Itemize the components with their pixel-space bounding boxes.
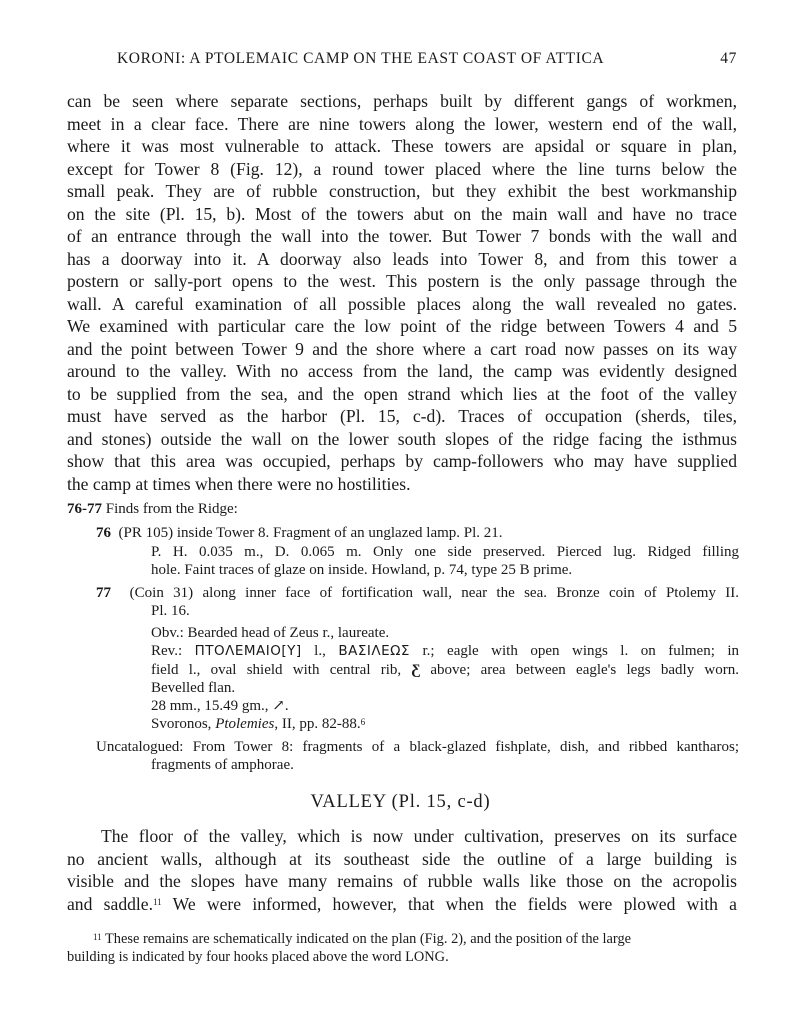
text-line: small peak. They are of rubble construction, but they exhibit the best workmanship — [67, 181, 737, 201]
footnote-text: building is indicated by four hooks placed above the word LONG. — [67, 949, 449, 965]
text-line: of an entrance through the wall into the tower. But Tower 7 bonds with the wall and — [67, 226, 737, 246]
footnote — [67, 930, 739, 966]
entry-plate: Pl. 16. — [151, 603, 190, 620]
page-number: 47 — [720, 50, 737, 67]
entry-77-description — [151, 624, 739, 734]
coin-legend: ΒΑΣΙΛΕΩΣ — [338, 643, 410, 660]
catalogue-group-title: Finds from the Ridge: — [105, 501, 238, 517]
catalogue-entry-77 — [96, 584, 739, 621]
body-paragraph — [67, 90, 737, 495]
catalogue-group-number: 76-77 — [67, 501, 102, 517]
section-heading: VALLEY (Pl. 15, c-d) — [310, 792, 491, 812]
text-line: around to the valley. With no access from the land, the camp was evidently designed — [67, 361, 737, 381]
text-line: visible and the slopes have many remains of rubble walls like those on the acropolis — [67, 871, 737, 891]
footnote-marker: 11 — [153, 896, 162, 907]
text-line: postern or sally-port opens to the west. This postern is the only passage through the — [67, 271, 737, 291]
footnote-number: 11 — [93, 932, 102, 942]
text-line: except for Tower 8 (Fig. 12), a round tower placed where the line turns below the — [67, 158, 737, 179]
text-line: where it was most vulnerable to attack. These towers are apsidal or square in plan, — [67, 136, 737, 156]
text-line: meet in a clear face. There are nine towers along the lower, western end of the wall, — [67, 113, 737, 134]
weight-line: 28 mm., 15.49 gm., ↗. — [151, 698, 289, 715]
entry-provenance: (Coin 31) along inner face of fortification wall, near the sea. Bronze coin of Ptolemy II. — [129, 585, 740, 601]
text-line: on the site (Pl. 15, b). Most of the towers abut on the main wall and have no trace — [67, 203, 737, 224]
text-line: and saddle.$^{11}$ We were informed, however, that when the fields were plowed with a — [67, 893, 737, 914]
reverse-line-2: field l., oval shield with central rib, Ƹ above; area between eagle's legs badly worn. — [151, 661, 740, 678]
entry-76-description — [151, 543, 739, 580]
coin-symbol: Ƹ — [411, 661, 421, 678]
obverse-line: Obv.: Bearded head of Zeus r., laureate. — [151, 625, 390, 641]
text-line: has a doorway into it. A doorway also leads into Tower 8, and from this tower a — [67, 248, 737, 269]
text-line: The floor of the valley, which is now under cultivation, preserves on its surface — [101, 826, 737, 846]
entry-number: 77 — [96, 585, 111, 601]
footnote-marker: 6 — [360, 717, 366, 728]
entry-provenance: (PR 105) inside Tower 8. Fragment of an unglazed lamp. Pl. 21. — [118, 525, 503, 541]
text-line: and the point between Tower 9 and the shore where a cart road now passes on its way — [67, 338, 737, 359]
text-line: show that this area was occupied, perhaps by camp-followers who may have supplied — [67, 451, 737, 471]
reference-title: Ptolemies — [215, 716, 275, 733]
coin-legend: ΠΤΟΛΕΜΑΙΟ[Υ] — [194, 643, 302, 660]
flan-line: Bevelled flan. — [151, 679, 236, 696]
catalogue-group-heading — [67, 500, 739, 518]
uncatalogued-finds: Uncatalogued: From Tower 8: fragments of a black-glazed fishplate, dish, and ribbed kantharos; fragments of amphorae. — [96, 739, 739, 774]
reference-line: Svoronos, Ptolemies, II, pp. 82-88.$^6$ — [151, 716, 366, 733]
text-line: and stones) outside the wall on the lower south slopes of the ridge facing the isthmus — [67, 428, 737, 449]
section-paragraph — [67, 825, 737, 915]
text-line: We examined with particular care the low point of the ridge between Towers 4 and 5 — [67, 316, 737, 336]
entry-number: 76 — [96, 525, 111, 541]
die-axis-arrow-icon: ↗. — [272, 698, 289, 715]
text-line: to be supplied from the sea, and the open strand which lies at the foot of the valley — [67, 383, 737, 404]
text-line: no ancient walls, although at its southeast side the outline of a large building is — [67, 848, 737, 869]
text-line: the camp at times when there were no hostilities. — [67, 473, 411, 494]
reverse-line: Rev.: ΠΤΟΛΕΜΑΙΟ[Υ] l., ΒΑΣΙΛΕΩΣ r.; eagle with open wings l. on fulmen; in — [151, 643, 740, 660]
footnote-text: These remains are schematically indicated on the plan (Fig. 2), and the position of the large — [105, 931, 632, 947]
catalogue-entry-76 — [96, 524, 739, 542]
text-line: can be seen where separate sections, perhaps built by different gangs of workmen, — [67, 91, 737, 111]
description-line: hole. Faint traces of glaze on inside. Howland, p. 74, type 25 B prime. — [151, 562, 573, 579]
running-title: KORONI: A PTOLEMAIC CAMP ON THE EAST COAST OF ATTICA — [117, 50, 605, 67]
description-line: P. H. 0.035 m., D. 0.065 m. Only one side preserved. Pierced lug. Ridged filling — [151, 544, 739, 560]
uncatalogued-label: Uncatalogued: — [96, 739, 184, 755]
text-line: wall. A careful examination of all possible places along the wall revealed no gates. — [67, 293, 737, 314]
text-line: must have served as the harbor (Pl. 15, c-d). Traces of occupation (sherds, tiles, — [67, 406, 737, 426]
